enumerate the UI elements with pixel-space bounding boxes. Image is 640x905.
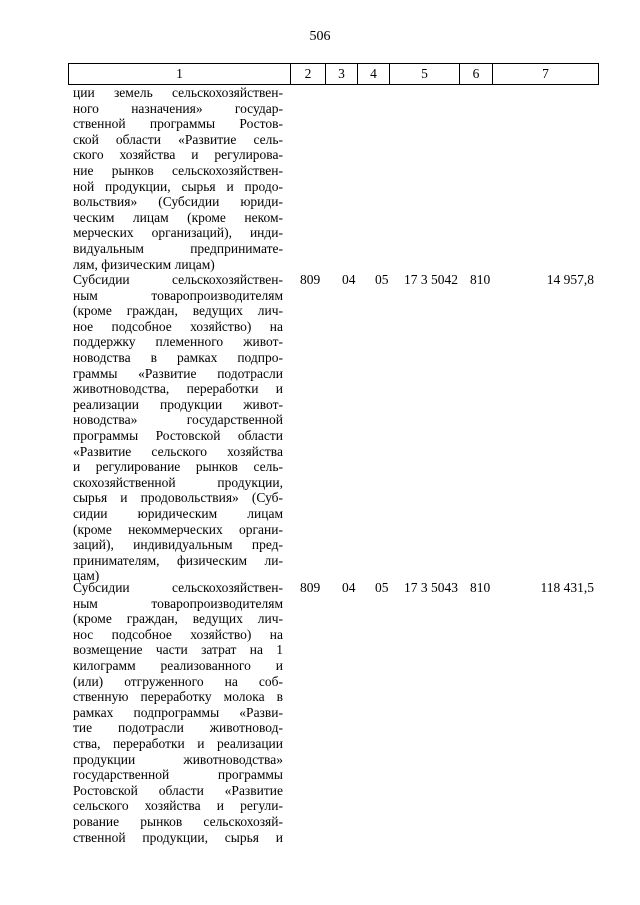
description-line: рование рынков сельскохозяй- [73, 813, 283, 829]
description-line: ской области «Развитие сель- [73, 131, 283, 147]
column-header-7: 7 [493, 64, 599, 85]
description-line: ной продукции, сырья и продо- [73, 178, 283, 194]
description-line: Ростовской области «Развитие [73, 782, 283, 798]
column-header-table [68, 63, 599, 85]
description-line: ственной продукции, сырья и [73, 829, 283, 845]
description-line: видуальным предпринимате- [73, 240, 283, 256]
column-header-2: 2 [291, 64, 326, 85]
description-line: (кроме граждан, ведущих лич- [73, 611, 283, 627]
cell-expense-type: 810 [470, 272, 491, 287]
description-line: сидии юридическим лицам [73, 505, 283, 521]
description-line: вольствия» (Субсидии юриди- [73, 194, 283, 210]
description-line: животноводства, переработки и [73, 381, 283, 397]
description-line: Субсидии сельскохозяйствен- [73, 272, 283, 287]
description-line: (или) отгруженного на соб- [73, 673, 283, 689]
description-line: нос подсобное хозяйство) на [73, 626, 283, 642]
cell-ministry-code: 809 [300, 580, 321, 595]
row-description-5043 [73, 580, 283, 845]
cell-amount: 118 431,5 [540, 580, 594, 595]
description-line: возмещение части затрат на 1 [73, 642, 283, 658]
description-line: ным товаропроизводителям [73, 595, 283, 611]
description-line: (кроме граждан, ведущих лич- [73, 303, 283, 319]
page-number: 506 [309, 29, 331, 44]
description-line: реализации продукции живот- [73, 396, 283, 412]
description-line: ства, переработки и реализации [73, 735, 283, 751]
column-header-6: 6 [460, 64, 493, 85]
description-line: лям, физическим лицам) [73, 256, 215, 272]
description-line: ческим лицам (кроме неком- [73, 209, 283, 225]
description-line: цам) [73, 568, 100, 584]
description-line: тие подотрасли животновод- [73, 720, 283, 736]
description-line: программы Ростовской области [73, 427, 283, 443]
description-line: новодства в рамках подпро- [73, 349, 283, 365]
cell-subsection-code: 05 [375, 272, 389, 287]
cell-amount: 14 957,8 [546, 272, 594, 287]
row-description-5042 [73, 272, 283, 584]
description-line: заций), индивидуальным пред- [73, 537, 283, 553]
description-line: новодства» государственной [73, 412, 283, 428]
description-line: и регулирование рынков сель- [73, 459, 283, 475]
description-line: Субсидии сельскохозяйствен- [73, 580, 283, 595]
description-line: (кроме некоммерческих органи- [73, 521, 283, 537]
description-line: рамках подпрограммы «Разви- [73, 704, 283, 720]
description-line: ции земель сельскохозяйствен- [73, 85, 283, 100]
description-line: «Развитие сельского хозяйства [73, 443, 283, 459]
cell-target-article: 17 3 5043 [404, 580, 458, 595]
column-header-4: 4 [358, 64, 390, 85]
cell-ministry-code: 809 [300, 272, 321, 287]
description-line: государственной программы [73, 767, 283, 783]
description-line: ственную переработку молока в [73, 689, 283, 705]
column-header-3: 3 [326, 64, 358, 85]
description-line: поддержку племенного живот- [73, 334, 283, 350]
cell-section-code: 04 [342, 272, 356, 287]
description-line: ние рынков сельскохозяйствен- [73, 162, 283, 178]
cell-subsection-code: 05 [375, 580, 389, 595]
description-line: ского хозяйства и регулирова- [73, 147, 283, 163]
description-line: ственной программы Ростов- [73, 116, 283, 132]
cell-section-code: 04 [342, 580, 356, 595]
cell-target-article: 17 3 5042 [404, 272, 458, 287]
description-line: граммы «Развитие подотрасли [73, 365, 283, 381]
row-description-continuation [73, 85, 283, 272]
description-line: принимателям, физическим ли- [73, 552, 283, 568]
description-line: скохозяйственной продукции, [73, 474, 283, 490]
description-line: ное подсобное хозяйство) на [73, 318, 283, 334]
description-line: продукции животноводства» [73, 751, 283, 767]
column-header-1: 1 [69, 64, 291, 85]
description-line: ного назначения» государ- [73, 100, 283, 116]
description-line: сельского хозяйства и регули- [73, 798, 283, 814]
description-line: сырья и продовольствия» (Суб- [73, 490, 283, 506]
description-line: килограмм реализованного и [73, 657, 283, 673]
cell-expense-type: 810 [470, 580, 491, 595]
description-line: ным товаропроизводителям [73, 287, 283, 303]
column-header-5: 5 [390, 64, 460, 85]
description-line: мерческих организаций), инди- [73, 225, 283, 241]
